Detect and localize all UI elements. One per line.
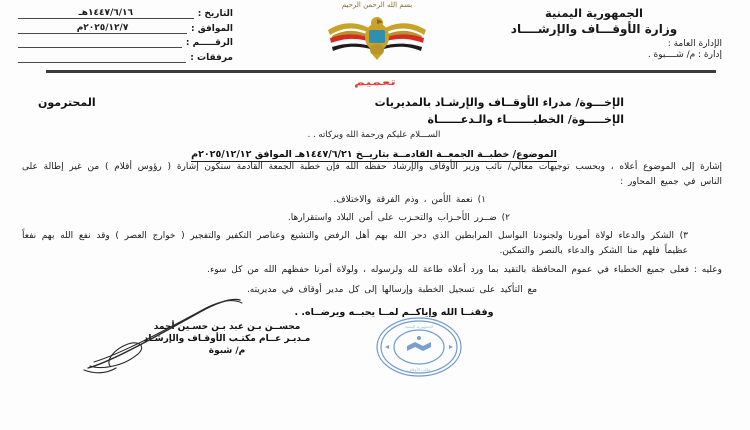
document-meta-fields	[18, 8, 233, 66]
date-gregorian-field	[18, 23, 233, 34]
circular-title-stamp: تعميم	[353, 76, 397, 88]
ministry-identity-block	[444, 6, 744, 61]
attachments-label: مرفقات :	[190, 52, 233, 63]
body-closing-dua: وفقنــا الله وإياكــم لمــا يحبــه ويرضــاه. .	[294, 307, 494, 318]
subject-line	[38, 142, 710, 161]
date-hijri-label: التاريخ :	[197, 9, 233, 19]
ministry-name: وزارة الأوقـــاف والإرشــــاد	[510, 22, 678, 36]
document-header	[0, 0, 750, 78]
svg-text:الجمهورية اليمنية: الجمهورية اليمنية	[404, 324, 434, 329]
recipient-preachers-text: الإخـــــوة/ الخطبـــــــاء والـدعــــــاة	[427, 113, 624, 126]
body-intro-paragraph: إشارة إلى الموضوع أعلاه ، وبحسب توجيهات معالي/ نائب وزير الأوقاف والإرشاد حفظه الله فإن خطبة الجمعة القادمة ستكون إشارة ( رؤوس أقلام ) من غير إطالة على الناس في جميع المحاور :	[22, 162, 722, 187]
national-emblem	[318, 2, 436, 66]
reference-number-value	[18, 37, 182, 48]
recipient-line-preachers	[38, 113, 710, 126]
body-closing-paragraph: وعليه : فعلى جميع الخطباء في عموم المحافظة بالتقيد بما ورد أعلاه طاعة لله ولرسوله ، ولولاة أمرنا حفظهم الله من كل سوء.	[207, 265, 722, 275]
signatory-governorate: م/ شبوة	[208, 346, 246, 356]
body-points-list	[22, 193, 722, 259]
body-point-1: ١) نعمة الأمن ، وذم الفرقة والاختلاف.	[333, 195, 486, 205]
country-name: الجمهورية اليمنية	[544, 6, 643, 20]
svg-text:مكتب الأوقاف: مكتب الأوقاف	[407, 367, 431, 372]
header-divider	[46, 70, 716, 73]
attachments-field	[18, 52, 233, 63]
recipient-directors-text: الإخـــوة/ مدراء الأوقــاف والإرشـاد بالمديريات	[374, 96, 624, 109]
body-point-2: ٢) ضــرر الأحـزاب والتحـزب على أمن البلاد واستقرارها.	[287, 213, 510, 223]
document-body	[22, 160, 722, 320]
date-gregorian-label: الموافق :	[191, 23, 233, 34]
general-administration-label: الإدارة العامة :	[667, 39, 722, 49]
administration-label: إدارة : م/ شــــبوة .	[647, 50, 722, 60]
reference-number-field	[18, 37, 233, 48]
official-round-stamp	[373, 316, 465, 378]
date-gregorian-value: ٢٠٢٥/١٢/٧م	[18, 23, 187, 34]
reference-number-label: الرقـــــم :	[185, 38, 233, 48]
subject-text: الموضوع/ خطبــة الجمعــة القادمــة بتاريــخ ١٤٤٧/٦/٢١هـ الموافق ٢٠٢٥/١٢/١٢م	[191, 149, 557, 160]
yemen-eagle-icon	[322, 10, 432, 60]
body-point-3: ٣) الشكر والدعاء لولاة أمورنا ولجنودنا البواسل المرابطين الذي دحر الله بهم أهل الرفض والتشيع وعناصر التكفير والتفجير ( خوارج العصر ) وقد نفع الله بهم نفعاً عظيماً فلهم منا الشكر والدعاء بالنصر والتمكين.	[22, 231, 688, 256]
signatory-title: مـديـر عــام مكتـب الأوقـاف والإرشـاد	[143, 334, 311, 344]
salutation: الســـلام عليكم ورحمة الله وبركاته . .	[307, 130, 441, 140]
body-recording-note: مع التأكيد على تسجيل الخطبة وإرسالها إلى كل مدير أوقاف في مديريته.	[246, 285, 538, 295]
recipients-block	[38, 96, 710, 140]
recipient-line-directors	[38, 96, 710, 109]
date-hijri-field	[18, 8, 233, 19]
date-hijri-value: ١٤٤٧/٦/١٦هـ	[18, 8, 194, 19]
recipient-honorific: المحترمون	[38, 96, 96, 109]
basmala-text: بسم الله الرحمن الرحيم	[341, 1, 413, 9]
signature-block	[102, 322, 352, 356]
signatory-name: محســن بـن عبد بـن حسـين أحمد	[153, 322, 301, 332]
attachments-value	[18, 52, 186, 63]
